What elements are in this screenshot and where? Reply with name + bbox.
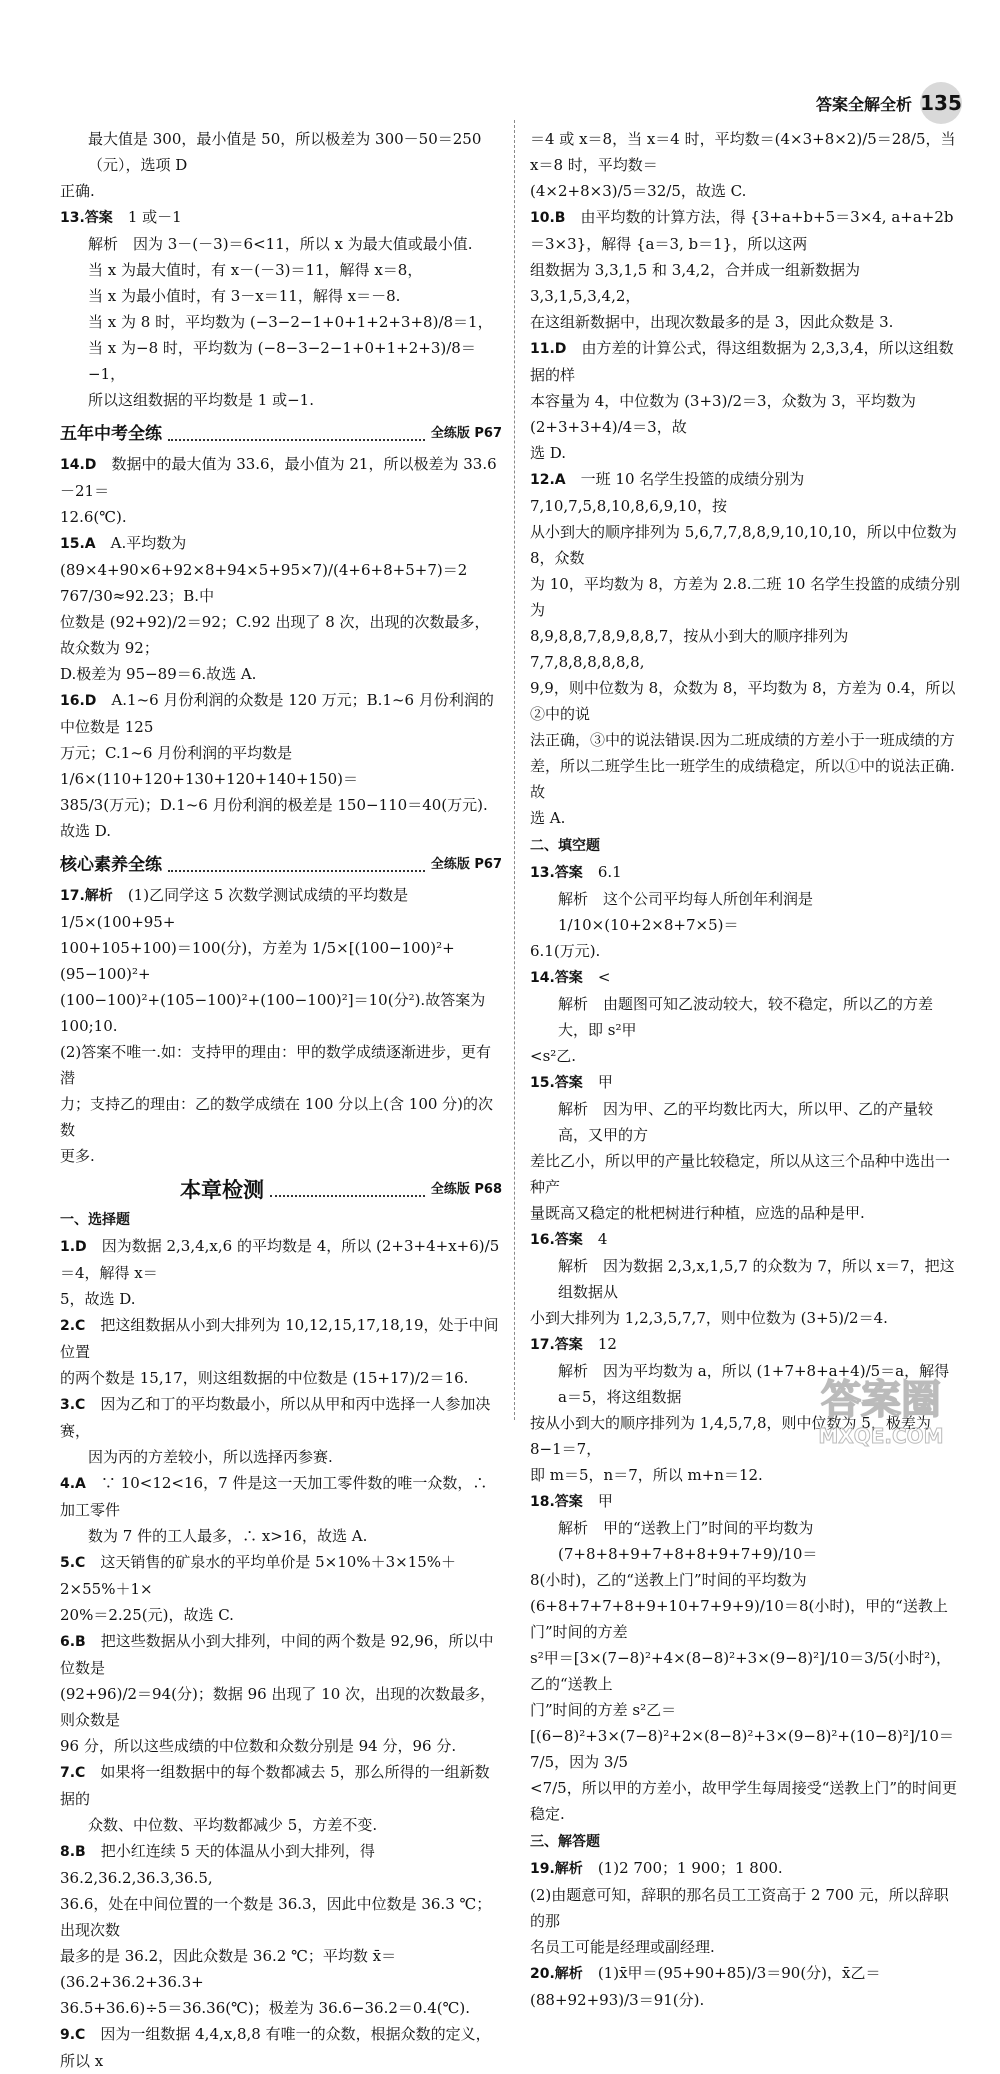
text-line: 因为一组数据 4,4,x,8,8 有唯一的众数，根据众数的定义，所以 x (60, 2025, 491, 2070)
section-title: 五年中考全练 (60, 424, 162, 444)
question-number: 16.答案 (530, 1232, 583, 1248)
answer-6 (60, 1628, 502, 1681)
answer-text: 4 (597, 1230, 608, 1248)
text-line: (1)2 700；1 900；1 800. (597, 1859, 783, 1877)
question-number: 2.C (60, 1318, 86, 1334)
text-line: 选 D. (530, 444, 567, 462)
question-16 (60, 687, 502, 740)
text-line: A.1~6 月份利润的众数是 120 万元；B.1~6 月份利润的中位数是 125 (60, 691, 494, 736)
text-line: 6.1(万元). (530, 942, 601, 960)
question-number: 15.答案 (530, 1075, 583, 1091)
question-15 (60, 530, 502, 609)
text-line: (92+96)/2＝94(分)；数据 96 出现了 10 次，出现的次数最多，则众数是 (60, 1685, 496, 1729)
text-line: 数据中的最大值为 33.6，最小值为 21，所以极差为 33.6－21＝ (60, 455, 497, 500)
subsection-title: 三、解答题 (530, 1834, 600, 1850)
text-line: 组数据为 3,3,1,5 和 3,4,2，合并成一组新数据为 3,3,1,5,3,4,2， (530, 261, 860, 305)
answer-12 (530, 466, 962, 519)
answer-11 (530, 335, 962, 388)
text-line: 名员工可能是经理或副经理. (530, 1938, 715, 1956)
answer-text: 甲 (597, 1073, 613, 1091)
text-line: (1)乙同学这 5 次数学测试成绩的平均数是 1/5×(100+95+ (60, 886, 409, 931)
question-number: 14.答案 (530, 970, 583, 986)
question-13 (60, 204, 502, 231)
question-number: 6.B (60, 1634, 86, 1650)
svg-text:答案圈: 答案圈 (821, 1377, 941, 1423)
text-line: 稳定. (530, 1805, 565, 1823)
text-line: s²甲＝[3×(7−8)²+4×(8−8)²+3×(9−8)²]/10＝3/5(小时²)，乙的“送教上 (530, 1649, 952, 1693)
question-number: 18.答案 (530, 1494, 583, 1510)
text-line: 万元；C.1~6 月份利润的平均数是 1/6×(110+120+130+120+140+150)＝ (60, 744, 359, 788)
text-line: 把这组数据从小到大排列为 10,12,15,17,18,19，处于中间位置 (60, 1316, 499, 1361)
question-number: 15.A (60, 536, 96, 552)
text-line: 法正确，③中的说法错误.因为二班成绩的方差小于一班成绩的方 (530, 731, 955, 749)
answer-2 (60, 1312, 502, 1365)
text-line: 选 A. (530, 809, 566, 827)
text-line: 数为 7 件的工人最多，∴ x>16，故选 A. (88, 1527, 368, 1545)
text-line: 即 m＝5，n＝7，所以 m+n＝12. (530, 1466, 763, 1484)
watermark-logo (796, 1367, 966, 1449)
question-number: 11.D (530, 341, 567, 357)
text-line: 20%＝2.25(元)，故选 C. (60, 1606, 234, 1624)
fill-15 (530, 1069, 962, 1096)
column-divider (514, 120, 515, 1420)
section-reference: 全练版 P67 (430, 426, 502, 441)
text-line: ∵ 10<12<16，7 件是这一天加工零件数的唯一众数，∴ 加工零件 (60, 1474, 488, 1519)
text-line: 解析 因为 3－(－3)＝6<11，所以 x 为最大值或最小值. (88, 235, 473, 253)
section-title: 核心素养全练 (60, 855, 162, 875)
question-number: 17.答案 (530, 1337, 583, 1353)
text-line: 如果将一组数据中的每个数都减去 5，那么所得的一组新数据的 (60, 1763, 490, 1808)
question-number: 1.D (60, 1239, 87, 1255)
text-line: 当 x 为最小值时，有 3－x＝11，解得 x＝－8. (88, 287, 401, 305)
question-number: 16.D (60, 693, 97, 709)
text-line: 差比乙小，所以甲的产量比较稳定，所以从这三个品种中选出一种产 (530, 1152, 951, 1196)
text-line: [(6−8)²+3×(7−8)²+2×(8−8)²+3×(9−8)²+(10−8)²]/10＝7/5，因为 3/5 (530, 1727, 954, 1771)
text-line: D.极差为 95−89＝6.故选 A. (60, 665, 257, 683)
answer-9 (60, 2021, 502, 2074)
answer-10 (530, 204, 962, 257)
fill-17 (530, 1331, 962, 1358)
text-line: 量既高又稳定的枇杷树进行种植，应选的品种是甲. (530, 1204, 865, 1222)
question-number: 7.C (60, 1765, 86, 1781)
text-line: 当 x 为最大值时，有 x－(－3)＝11，解得 x＝8， (88, 261, 423, 279)
text-line: (6+8+7+7+8+9+10+7+9+9)/10＝8(小时)，甲的“送教上门”时间的方差 (530, 1597, 948, 1641)
text-line: 众数、中位数、平均数都减少 5，方差不变. (88, 1816, 378, 1834)
question-number: 13.答案 (530, 865, 583, 881)
text-line: 在这组新数据中，出现次数最多的是 3，因此众数是 3. (530, 313, 894, 331)
answer-1 (60, 1233, 502, 1286)
fill-16 (530, 1226, 962, 1253)
text-line: 最大值是 300，最小值是 50，所以极差为 300－50＝250（元），选项 D (88, 130, 482, 174)
answer-text: 12 (597, 1335, 617, 1353)
text-line: 正确. (60, 182, 95, 200)
text-line: 36.6，处在中间位置的一个数是 36.3，因此中位数是 36.3 ℃；出现次数 (60, 1895, 492, 1939)
text-line: 解析 甲的“送教上门”时间的平均数为 (7+8+8+9+7+8+8+9+7+9)/10＝ (558, 1519, 818, 1563)
section-title: 本章检测 (180, 1178, 264, 1202)
dotted-leader (270, 1195, 425, 1197)
text-line: (100−100)²+(105−100)²+(100−100)²]＝10(分²).故答案为 100;10. (60, 991, 486, 1035)
text-line: 9,9，则中位数为 8，众数为 8，平均数为 8，方差为 0.4，所以②中的说 (530, 679, 956, 723)
text-line: 当 x 为 8 时，平均数为 (−3−2−1+0+1+2+3+8)/8＝1， (88, 313, 493, 331)
dotted-leader (168, 439, 425, 441)
text-line: 把小红连续 5 天的体温从小到大排列，得 36.2,36.2,36.3,36.5, (60, 1842, 375, 1887)
text-line: <7/5，所以甲的方差小，故甲学生每周接受“送教上门”的时间更 (530, 1779, 958, 1797)
header-title: 答案全解全析 (815, 94, 912, 114)
question-number: 3.C (60, 1397, 86, 1413)
question-number: 13.答案 (60, 210, 113, 226)
text-line: 12.6(℃). (60, 508, 127, 526)
page-number: 135 (920, 82, 962, 124)
text-line: 的两个数是 15,17，则这组数据的中位数是 (15+17)/2＝16. (60, 1369, 469, 1387)
text-line: 把这些数据从小到大排列，中间的两个数是 92,96，所以中位数是 (60, 1632, 494, 1677)
section-heading (60, 852, 502, 878)
question-number: 12.A (530, 472, 566, 488)
section-heading (60, 421, 502, 447)
question-number: 10.B (530, 210, 566, 226)
text-line: 按从小到大的顺序排列为 1,4,5,7,8，则中位数为 5，极差为 8−1＝7， (530, 1414, 931, 1458)
section-reference: 全练版 P68 (430, 1182, 502, 1197)
answer-text: < (597, 968, 611, 986)
question-14 (60, 451, 502, 504)
question-number: 20.解析 (530, 1966, 583, 1982)
text-line: 为 10，平均数为 8，方差为 2.8.二班 10 名学生投篮的成绩分别为 (530, 575, 961, 619)
solve-19 (530, 1855, 962, 1882)
text-line: ＝4 或 x＝8，当 x＝4 时，平均数＝(4×3+8×2)/5＝28/5，当 x＝8 时，平均数＝ (530, 130, 956, 174)
text-line: A.平均数为 (89×4+90×6+92×8+94×5+95×7)/(4+6+8+5+7)＝2 767/30≈92.23；B.中 (60, 534, 468, 605)
text-line: 解析 因为数据 2,3,x,1,5,7 的众数为 7，所以 x＝7，把这组数据从 (558, 1257, 955, 1301)
text-line: 因为丙的方差较小，所以选择丙参赛. (88, 1448, 333, 1466)
text-line: 解析 这个公司平均每人所创年利润是 1/10×(10+2×8+7×5)＝ (558, 890, 814, 934)
text-line: 因为乙和丁的平均数最小，所以从甲和丙中选择一人参加决赛， (60, 1395, 491, 1440)
section-heading (60, 1177, 502, 1203)
text-line: 100+105+100)＝100(分)，方差为 1/5×[(100−100)²+(95−100)²+ (60, 939, 455, 983)
text-line: 更多. (60, 1147, 95, 1165)
subsection-title: 一、选择题 (60, 1212, 130, 1228)
answer-text: 6.1 (597, 863, 622, 881)
right-column (530, 126, 962, 2013)
text-line: (4×2+8×3)/5＝32/5，故选 C. (530, 182, 747, 200)
question-number: 9.C (60, 2027, 86, 2043)
text-line: 最多的是 36.2，因此众数是 36.2 ℃；平均数 x̄＝(36.2+36.2+36.3+ (60, 1947, 397, 1991)
fill-18 (530, 1488, 962, 1515)
text-line: 小到大排列为 1,2,3,5,7,7，则中位数为 (3+5)/2＝4. (530, 1309, 888, 1327)
text-line: 这天销售的矿泉水的平均单价是 5×10%＋3×15%＋2×55%＋1× (60, 1553, 457, 1598)
answer-5 (60, 1549, 502, 1602)
text-line: 385/3(万元)；D.1~6 月份利润的极差是 150−110＝40(万元).故选 D. (60, 796, 488, 840)
text-line: (1)x̄甲＝(95+90+85)/3＝90(分)，x̄乙＝(88+92+93)/3＝91(分). (530, 1964, 881, 2009)
solve-20 (530, 1960, 962, 2013)
text-line: 解析 因为甲、乙的平均数比丙大，所以甲、乙的产量较高，又甲的方 (558, 1100, 934, 1144)
answer-text: 1 或－1 (127, 208, 182, 226)
text-line: 本容量为 4，中位数为 (3+3)/2＝3，众数为 3，平均数为 (2+3+3+4)/4＝3，故 (530, 392, 916, 436)
answer-3 (60, 1391, 502, 1444)
question-number: 4.A (60, 1476, 86, 1492)
fill-13 (530, 859, 962, 886)
fill-14 (530, 964, 962, 991)
question-number: 8.B (60, 1844, 86, 1860)
text-line: <s²乙. (530, 1047, 577, 1065)
answer-text: 甲 (597, 1492, 613, 1510)
question-number: 5.C (60, 1555, 86, 1571)
dotted-leader (168, 870, 425, 872)
text-line: 因为数据 2,3,4,x,6 的平均数是 4，所以 (2+3+4+x+6)/5＝4，解得 x＝ (60, 1237, 500, 1282)
text-line: 由方差的计算公式，得这组数据为 2,3,3,4，所以这组数据的样 (530, 339, 954, 384)
subsection-title: 二、填空题 (530, 838, 600, 854)
text-line: 从小到大的顺序排列为 5,6,7,7,8,8,9,10,10,10，所以中位数为 8，众数 (530, 523, 957, 567)
text-line: 96 分，所以这些成绩的中位数和众数分别是 94 分，96 分. (60, 1737, 457, 1755)
text-line: 解析 由题图可知乙波动较大，较不稳定，所以乙的方差大，即 s²甲 (558, 995, 934, 1039)
text-line: 力；支持乙的理由：乙的数学成绩在 100 分以上(含 100 分)的次数 (60, 1095, 494, 1139)
section-reference: 全练版 P67 (430, 857, 502, 872)
text-line: 差，所以二班学生比一班学生的成绩稳定，所以①中的说法正确.故 (530, 757, 955, 801)
text-line: 位数是 (92+92)/2＝92；C.92 出现了 8 次，出现的次数最多，故众数为 92； (60, 613, 490, 657)
text-line: 当 x 为−8 时，平均数为 (−8−3−2−1+0+1+2+3)/8＝−1， (88, 339, 476, 383)
text-line: 8,9,8,8,7,8,9,8,8,7，按从小到大的顺序排列为 7,7,8,8,8,8,8,8, (530, 627, 849, 671)
answer-8 (60, 1838, 502, 1891)
text-line: 5，故选 D. (60, 1290, 136, 1308)
question-number: 17.解析 (60, 888, 113, 904)
answer-7 (60, 1759, 502, 1812)
text-line: 36.5+36.6)÷5＝36.36(℃)；极差为 36.6−36.2＝0.4(℃). (60, 1999, 470, 2017)
left-column (60, 126, 502, 2074)
text-line: 一班 10 名学生投篮的成绩分别为 7,10,7,5,8,10,8,6,9,10，按 (530, 470, 805, 515)
svg-text:MXQE.COM: MXQE.COM (818, 1424, 944, 1448)
text-line: 8(小时)，乙的“送教上门”时间的平均数为 (530, 1571, 807, 1589)
text-line: 所以这组数据的平均数是 1 或−1. (88, 391, 314, 409)
question-number: 14.D (60, 457, 97, 473)
page-header (816, 82, 962, 124)
text-line: 解析 因为平均数为 a，所以 (1+7+8+a+4)/5＝a，解得 a＝5，将这组数据 (558, 1362, 950, 1406)
text-line: 门”时间的方差 s²乙＝ (530, 1701, 677, 1719)
text-line: 由平均数的计算方法，得 {3+a+b+5＝3×4, a+a+2b＝3×3}，解得 {a＝3, b＝1}，所以这两 (530, 208, 954, 253)
answer-4 (60, 1470, 502, 1523)
text-line: (2)答案不唯一.如：支持甲的理由：甲的数学成绩逐渐进步，更有潜 (60, 1043, 492, 1087)
question-number: 19.解析 (530, 1861, 583, 1877)
question-17 (60, 882, 502, 935)
text-line: (2)由题意可知，辞职的那名员工工资高于 2 700 元，所以辞职的那 (530, 1886, 949, 1930)
